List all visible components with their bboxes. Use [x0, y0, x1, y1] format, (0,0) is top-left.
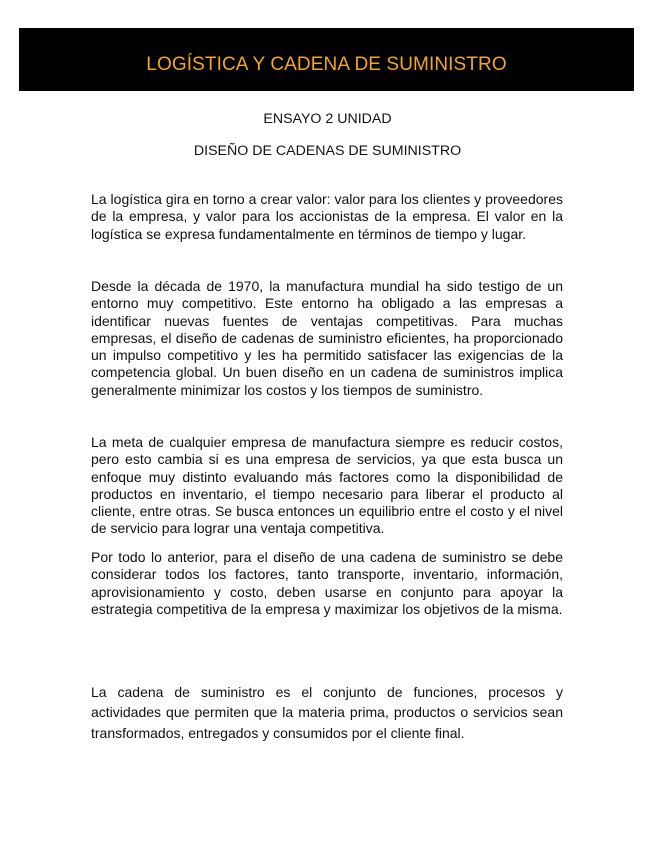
paragraph-2: Desde la década de 1970, la manufactura mundial ha sido testigo de un entorno muy competitivo. Este entorno ha obligado a las empresas a identificar nuevas fuentes de ventajas competitivas. Para muchas empresas, el diseño de cadenas de suministro eficientes, ha proporcionado un impulso competitivo y les ha permitido satisfacer las exigencias de la competencia global. Un buen diseño en un cadena de suministros implica generalmente minimizar los costos y los tiempos de suministro.: [91, 278, 563, 398]
paragraph-1: La logística gira en torno a crear valor: valor para los clientes y proveedores de la empresa, y valor para los accionistas de la empresa. El valor en la logística se expresa fundamentalmente en términos de tiempo y lugar.: [91, 191, 563, 242]
essay-subtitle: ENSAYO 2 UNIDAD: [263, 111, 392, 127]
header-banner: [19, 28, 634, 91]
document-title: LOGÍSTICA Y CADENA DE SUMINISTRO: [146, 54, 507, 75]
paragraph-3: La meta de cualquier empresa de manufactura siempre es reducir costos, pero esto cambia si es una empresa de servicios, ya que esta busca un enfoque muy distinto evaluando más factores como la disponibilidad de productos en inventario, el tiempo necesario para liberar el producto al cliente, entre otras. Se busca entonces un equilibrio entre el costo y el nivel de servicio para lograr una ventaja competitiva.: [91, 434, 563, 537]
paragraph-4: Por todo lo anterior, para el diseño de una cadena de suministro se debe considerar todos los factores, tanto transporte, inventario, información, aprovisionamiento y costo, deben usarse en conjunto para apoyar la estrategia competitiva de la empresa y maximizar los objetivos de la misma.: [91, 549, 563, 617]
paragraph-5: La cadena de suministro es el conjunto de funciones, procesos y actividades que permiten que la materia prima, productos o servicios sean transformados, entregados y consumidos por el cliente final.: [91, 684, 563, 741]
topic-subtitle: DISEÑO DE CADENAS DE SUMINISTRO: [193, 143, 462, 159]
